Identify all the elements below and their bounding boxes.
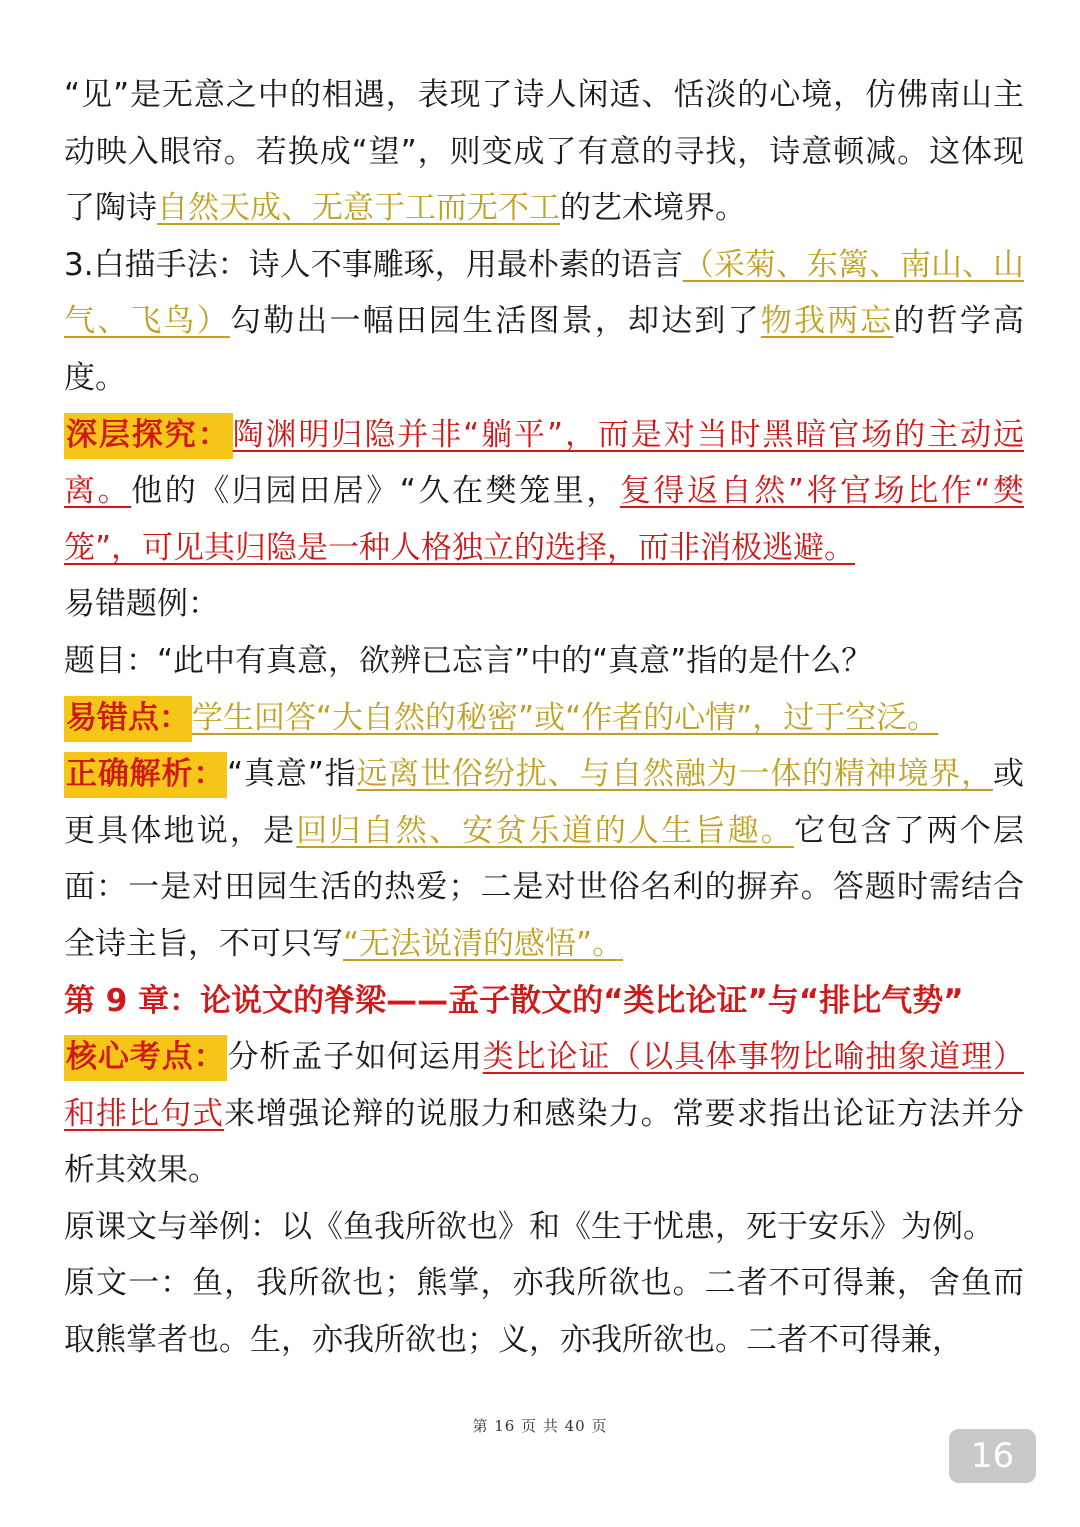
body-text: “真意”指	[227, 756, 357, 793]
paragraph-core-point	[64, 1029, 1024, 1199]
highlight-gold: 学生回答“大自然的秘密”或“作者的心情”，过于空泛。	[192, 699, 939, 736]
body-text: “见”是无意之中的相遇，表现了诗人闲适、恬淡的心境，仿佛南山主动映入眼帘。若换成“望”，则变成了有意的寻找，诗意顿减。这体现了陶诗	[64, 77, 1024, 227]
paragraph-deep-inquiry	[64, 407, 1024, 577]
highlight-gold: 远离世俗纷扰、与自然融为一体的精神境界，	[356, 756, 994, 793]
paragraph-correct-analysis	[64, 746, 1024, 972]
paragraph-examples	[64, 1199, 1024, 1256]
highlight-gold: “无法说清的感悟”。	[343, 925, 624, 962]
body-text: 他的《归园田居》“久在樊笼里，	[131, 473, 620, 510]
page-number-badge: 16	[949, 1429, 1036, 1483]
body-text: 来增强论辩的说服力和感染力。常要求指出论证方法并分析其效果。	[64, 1095, 1024, 1189]
highlight-red: 类比论证（以具体事物比喻抽象道理）和排比句式	[64, 1039, 1024, 1132]
label-error-point: 易错点：	[64, 696, 192, 742]
paragraph-original-text-1	[64, 1255, 1024, 1368]
highlight-gold: （采菊、东篱、南山、山气、飞鸟）	[64, 246, 1024, 340]
highlight-red: 复得返自然”将官场比作“樊笼”，可见其归隐是一种人格独立的选择，而非消极逃避。	[64, 473, 1025, 566]
body-text: 原文一：鱼，我所欲也；熊掌，亦我所欲也。二者不可得兼，舍鱼而取熊掌者也。生，亦我所欲也；义，亦我所欲也。二者不可得兼，	[64, 1265, 1024, 1359]
body-text: 原课文与举例：以《鱼我所欲也》和《生于忧患，死于安乐》为例。	[64, 1208, 994, 1245]
paragraph-error-point	[64, 690, 1024, 747]
body-text: 易错题例：	[64, 586, 219, 623]
paragraph-baimiao	[64, 237, 1024, 407]
body-text: 的哲学高度。	[64, 303, 1025, 396]
page-footer: 第 16 页 共 40 页	[472, 1417, 608, 1435]
paragraph-question	[64, 633, 1024, 690]
body-text: 3.白描手法：诗人不事雕琢，用最朴素的语言	[64, 246, 683, 283]
highlight-gold: 自然天成、无意于工而无不工	[157, 190, 560, 227]
highlight-gold: 物我两忘	[760, 303, 894, 340]
paragraph-error-example-heading	[64, 576, 1024, 633]
document-body	[64, 67, 1024, 1369]
paragraph-jian-analysis	[64, 67, 1024, 237]
chapter-title: 第 9 章：论说文的脊梁——孟子散文的“类比论证”与“排比气势”	[64, 982, 964, 1019]
chapter-heading	[64, 973, 1024, 1030]
label-deep-inquiry: 深层探究：	[64, 413, 233, 459]
highlight-gold: 回归自然、安贫乐道的人生旨趣。	[296, 812, 794, 849]
body-text: 它包含了两个层面：一是对田园生活的热爱；二是对世俗名利的摒弃。答题时需结合全诗主旨，不可只写	[64, 812, 1025, 962]
label-core-point: 核心考点：	[64, 1035, 227, 1081]
highlight-red: 陶渊明归隐并非“躺平”，而是对当时黑暗官场的主动远离。	[64, 416, 1024, 510]
body-text: 题目：“此中有真意，欲辨已忘言”中的“真意”指的是什么？	[64, 642, 873, 679]
body-text: 的艺术境界。	[560, 190, 746, 227]
label-correct-analysis: 正确解析：	[64, 752, 227, 798]
body-text: 勾勒出一幅田园生活图景，却达到了	[229, 303, 761, 340]
body-text: 或更具体地说，是	[64, 756, 1025, 849]
body-text: 分析孟子如何运用	[227, 1039, 483, 1076]
